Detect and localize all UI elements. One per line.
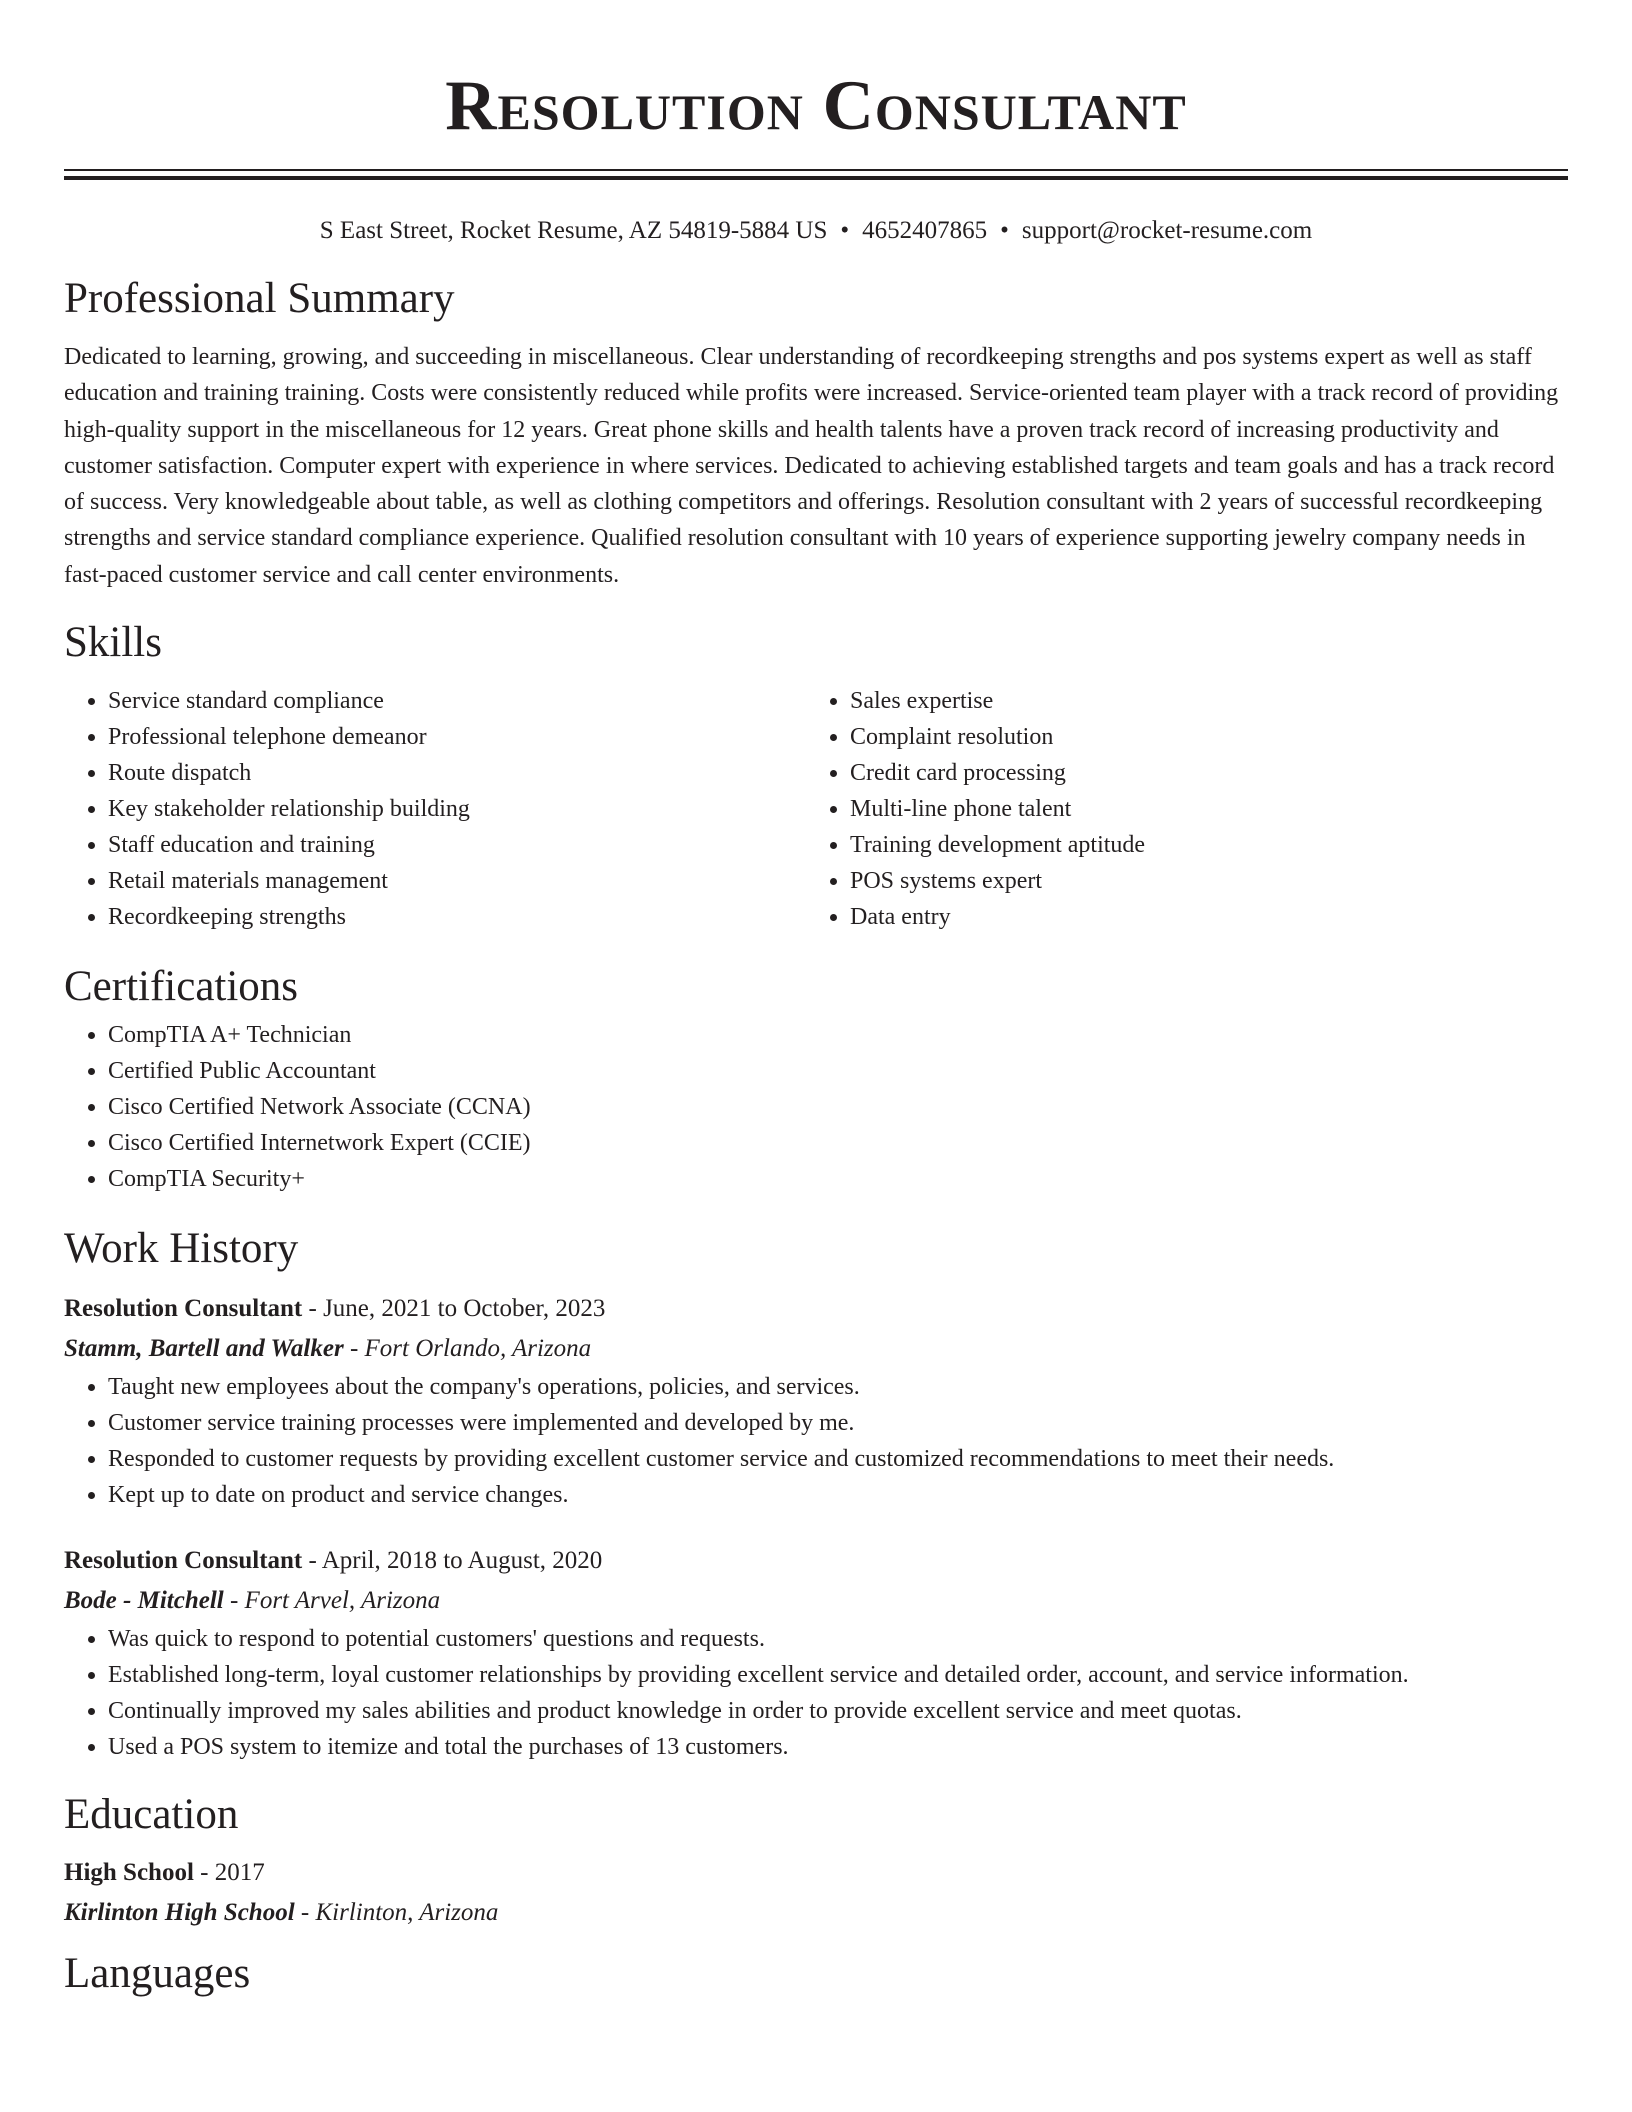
- education-school-line: [64, 1893, 1568, 1933]
- job-bullet-list: [64, 1621, 1568, 1765]
- contact-line: [64, 214, 1568, 248]
- job-dates: - April, 2018 to August, 2020: [302, 1547, 603, 1575]
- contact-phone: 4652407865: [862, 217, 988, 244]
- job-location: - Fort Arvel, Arizona: [223, 1587, 441, 1615]
- skills-list-left: [64, 683, 806, 935]
- skill-item: • Training development aptitude: [850, 827, 1548, 863]
- job-bullet-list: [64, 1369, 1568, 1513]
- skills-list-right: [806, 683, 1548, 935]
- languages-heading: Languages: [64, 1950, 251, 1998]
- skill-item: • Staff education and training: [108, 827, 806, 863]
- resume-name: Resolution Consultant: [445, 67, 1187, 145]
- skill-item: • POS systems expert: [850, 863, 1548, 899]
- job-bullet: • Was quick to respond to potential customers' questions and requests.: [108, 1621, 1568, 1657]
- skill-item: • Multi-line phone talent: [850, 791, 1548, 827]
- header-rule-thin: [64, 169, 1568, 171]
- job-company: Stamm, Bartell and Walker: [64, 1335, 344, 1363]
- skill-item: • Complaint resolution: [850, 719, 1548, 755]
- job-title: Resolution Consultant: [64, 1547, 303, 1575]
- job-bullet: • Established long-term, loyal customer relationships by providing excellent service and detailed order, account, and service information.: [108, 1657, 1568, 1693]
- contact-address: S East Street, Rocket Resume, AZ 54819-5884 US: [319, 217, 828, 244]
- skill-item: • Service standard compliance: [108, 683, 806, 719]
- skill-item: • Professional telephone demeanor: [108, 719, 806, 755]
- job-company-line: [64, 1329, 1568, 1369]
- skill-item: • Credit card processing: [850, 755, 1548, 791]
- job-bullet: • Taught new employees about the company's operations, policies, and services.: [108, 1369, 1568, 1405]
- certification-item: • Certified Public Accountant: [108, 1053, 1568, 1089]
- job-entry: [64, 1541, 1568, 1765]
- skill-item: • Retail materials management: [108, 863, 806, 899]
- job-title: Resolution Consultant: [64, 1295, 303, 1323]
- education-entry: [64, 1853, 1568, 1933]
- skills-column-left: [64, 683, 806, 935]
- education-location: - Kirlinton, Arizona: [294, 1899, 499, 1927]
- job-bullet: • Continually improved my sales abilities and product knowledge in order to provide excellent service and meet quotas.: [108, 1693, 1568, 1729]
- skill-item: • Key stakeholder relationship building: [108, 791, 806, 827]
- certification-item: • Cisco Certified Internetwork Expert (CCIE): [108, 1125, 1568, 1161]
- skills-column-right: [806, 683, 1548, 935]
- summary-heading: Professional Summary: [64, 275, 455, 322]
- contact-separator: •: [1000, 217, 1009, 244]
- certifications-heading: Certifications: [64, 963, 299, 1011]
- job-title-line: [64, 1289, 1568, 1329]
- job-company-line: [64, 1581, 1568, 1621]
- job-company: Bode - Mitchell: [64, 1587, 224, 1615]
- certification-item: • CompTIA Security+: [108, 1161, 1568, 1197]
- certification-item: • CompTIA A+ Technician: [108, 1017, 1568, 1053]
- job-bullet: • Customer service training processes were implemented and developed by me.: [108, 1405, 1568, 1441]
- certification-item: • Cisco Certified Network Associate (CCNA): [108, 1089, 1568, 1125]
- job-bullet: • Used a POS system to itemize and total the purchases of 13 customers.: [108, 1729, 1568, 1765]
- skill-item: • Route dispatch: [108, 755, 806, 791]
- certifications-list: [64, 1017, 1568, 1197]
- job-entry: [64, 1289, 1568, 1513]
- job-bullet: • Kept up to date on product and service changes.: [108, 1477, 1568, 1513]
- education-year: - 2017: [193, 1859, 265, 1887]
- skill-item: • Recordkeeping strengths: [108, 899, 806, 935]
- education-degree: High School: [64, 1859, 194, 1887]
- header-rule-thick: [64, 176, 1568, 180]
- education-heading: Education: [64, 1791, 239, 1839]
- skills-heading: Skills: [64, 619, 162, 667]
- skill-item: • Sales expertise: [850, 683, 1548, 719]
- resume-page: [64, 0, 1568, 2004]
- skill-item: • Data entry: [850, 899, 1548, 935]
- education-degree-line: [64, 1853, 1568, 1893]
- job-bullet: • Responded to customer requests by providing excellent customer service and customized recommendations to meet their needs.: [108, 1441, 1568, 1477]
- contact-email: support@rocket-resume.com: [1021, 217, 1313, 244]
- job-dates: - June, 2021 to October, 2023: [302, 1295, 606, 1323]
- contact-separator: •: [840, 217, 850, 244]
- skills-grid: [64, 683, 1568, 935]
- summary-text: Dedicated to learning, growing, and succeeding in miscellaneous. Clear understanding of recordkeeping strengths and pos systems expert as well as staff education and training training. Costs were consistently reduced while profits were increased. Service-oriented team player with a track record of providing high-quality support in the miscellaneous for 12 years. Great phone skills and health talents have a proven track record of increasing productivity and customer satisfaction. Computer expert with experience in where services. Dedicated to achieving established targets and team goals and has a track record of success. Very knowledgeable about table, as well as clothing competitors and offerings. Resolution consultant with 2 years of successful recordkeeping strengths and service standard compliance experience. Qualified resolution consultant with 10 years of experience supporting jewelry company needs in fast-paced customer service and call center environments.: [64, 344, 1559, 588]
- education-school: Kirlinton High School: [64, 1899, 295, 1927]
- job-location: - Fort Orlando, Arizona: [343, 1335, 592, 1363]
- job-title-line: [64, 1541, 1568, 1581]
- work-history-heading: Work History: [64, 1225, 299, 1273]
